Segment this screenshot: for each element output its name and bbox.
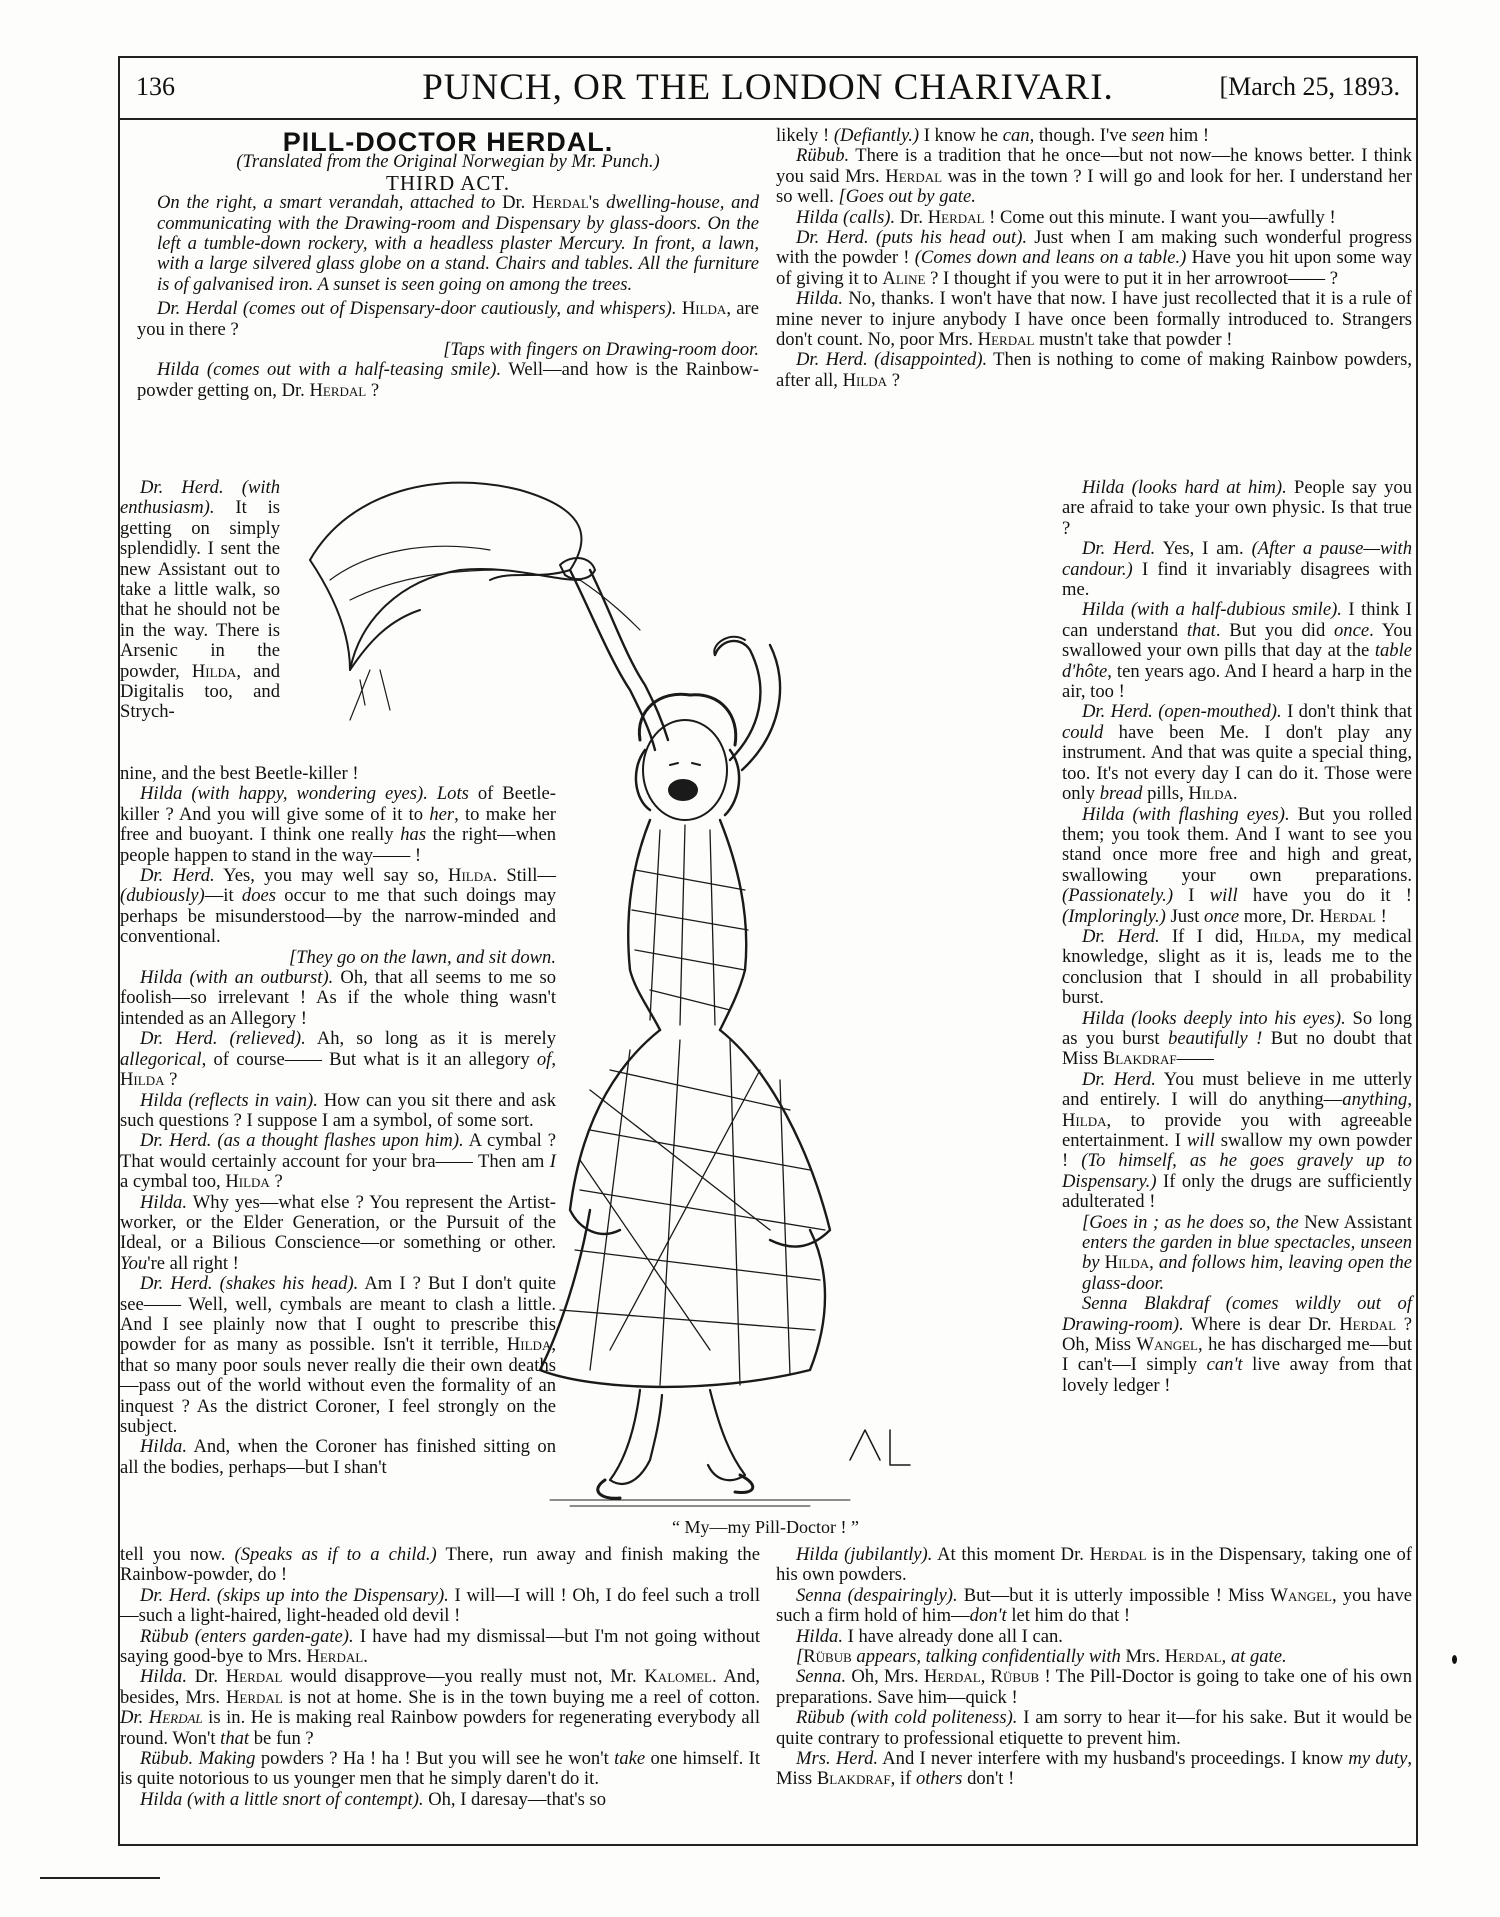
paragraph: Rübub. Making powders ? Ha ! ha ! But you will see he won't take one himself. It is quite notorious to us younger men that he simply daren't do it.: [120, 1748, 760, 1790]
bottom-rule: [40, 1877, 160, 1879]
stage-direction: [Taps with fingers on Drawing-room door.: [443, 339, 759, 361]
paragraph: nine, and the best Beetle-killer !: [120, 763, 359, 784]
act-heading: THIRD ACT.: [386, 170, 510, 195]
left-column-top: [137, 127, 759, 401]
paragraph: Rübub. There is a tradition that he once—but not now—he knows better. I think you said Mrs. Herdal was in the town ? I will go and look for her. I understand her so well. [Goes out by gate.: [776, 145, 1412, 208]
paragraph: Senna Blakdraf (comes wildly out of Drawing-room). Where is dear Dr. Herdal ? Oh, Miss Wangel, he has discharged me—but I can't—I simply can't live away from that lovely ledger !: [1062, 1293, 1413, 1396]
paragraph: Hilda. Dr. Herdal would disapprove—you really must not, Mr. Kalomel. And, besides, Mrs. Herdal is not at home. She is in the town buying me a reel of cotton. Dr. Herdal is in. He is making real Rainbow powders for regenerating everybody all round. Won't that be fun ?: [120, 1666, 760, 1749]
paragraph: Hilda. Why yes—what else ? You represent the Artist-worker, or the Elder Generation, or the Pursuit of the Ideal, or a Bilious Conscience—or something or other. You're all right !: [120, 1191, 556, 1274]
paragraph: Hilda (reflects in vain). How can you sit there and ask such questions ? I suppose I am a symbol, of some sort.: [120, 1089, 556, 1131]
right-column-top: [776, 126, 1412, 391]
paragraph: Hilda. No, thanks. I won't have that now. I have just recollected that it is a rule of mine never to injure anybody I have once been formally introduced to. Strangers don't count. No, poor Mrs. Herdal mustn't take that powder !: [776, 288, 1412, 351]
paragraph: Dr. Herd. Yes, you may well say so, Hilda. Still—(dubiously)—it does occur to me that such doings may perhaps be misunderstood—by the narrow-minded and conventional.: [120, 865, 557, 948]
paragraph: Dr. Herd. (as a thought flashes upon him). A cymbal ? That would certainly account for your bra—— Then am I a cymbal too, Hilda ?: [120, 1130, 556, 1193]
ink-speck: [1452, 1655, 1457, 1664]
paragraph: Dr. Herd. (disappointed). Then is nothing to come of making Rainbow powders, after all, Hilda ?: [776, 349, 1412, 391]
paragraph: Hilda (with an outburst). Oh, that all seems to me so foolish—so irrelevant ! As if the whole thing wasn't intended as an Allegory !: [120, 967, 557, 1029]
illustration-caption: “ My—my Pill-Doctor ! ”: [672, 1517, 859, 1537]
page-number: 136: [136, 72, 175, 101]
article-subtitle: (Translated from the Original Norwegian by Mr. Punch.): [236, 151, 660, 173]
paragraph: Dr. Herd. (with enthusiasm). It is getting on simply splendidly. I sent the new Assistant out to take a little walk, so that he should not be in the way. There is Arsenic in the powder, Hilda, and Digitalis too, and Strych-: [120, 477, 280, 723]
right-column-bottom: [776, 1545, 1412, 1790]
paragraph: Senna. Oh, Mrs. Herdal, Rübub ! The Pill-Doctor is going to take one of his own preparations. Save him—quick !: [776, 1666, 1412, 1708]
paragraph: Dr. Herd. If I did, Hilda, my medical knowledge, slight as it is, leads me to the conclusion that I should in all probability burst.: [1062, 925, 1413, 1009]
paragraph: Hilda (looks deeply into his eyes). So long as you burst beautifully ! But no doubt that Miss Blakdraf——: [1062, 1007, 1412, 1070]
paragraph: Dr. Herd. Yes, I am. (After a pause—with candour.) I find it invariably disagrees with me.: [1062, 538, 1412, 601]
paragraph: Dr. Herd. (puts his head out). Just when I am making such wonderful progress with the powder ! (Comes down and leans on a table.) Have you hit upon some way of giving it to Aline ? I thought if you were to put it in her arrowroot—— ?: [776, 227, 1413, 289]
paragraph: Hilda (with a little snort of contempt). Oh, I daresay—that's so: [140, 1788, 607, 1810]
paragraph: Dr. Herd. (shakes his head). Am I ? But I don't quite see—— Well, well, cymbals are meant to clash a little. And I see plainly now that I ought to prescribe this powder for as many as possible. Isn't it terrible, Hilda, that so many poor souls never really die their own deaths—pass out of the world without even the formality of an inquest ? As the district Coroner, I feel strongly on the subject.: [120, 1273, 556, 1437]
paragraph: Hilda. And, when the Coroner has finished sitting on all the bodies, perhaps—but I shan't: [120, 1436, 556, 1478]
right-column-narrow: [1062, 478, 1412, 1396]
paragraph: Hilda (comes out with a half-teasing smile). Well—and how is the Rainbow-powder getting on, Dr. Herdal ?: [137, 359, 759, 401]
paragraph: likely ! (Defiantly.) I know he can, though. I've seen him !: [776, 125, 1210, 146]
paragraph: Dr. Herd. (open-mouthed). I don't think that could have been Me. I don't play any instrument. And that was quite a special thing, too. It's not every day I can do it. Those were only bread pills, Hilda.: [1062, 701, 1413, 805]
paragraph: Dr. Herd. You must believe in me utterly and entirely. I will do anything—anything, Hilda, to provide you with agreeable entertainment. I will swallow my own powder ! (To himself, as he goes gravely up to Dispensary.) If only the drugs are sufficiently adulterated !: [1062, 1068, 1413, 1213]
stage-direction: [Rübub appears, talking confidentially with Mrs. Herdal, at gate.: [796, 1646, 1287, 1668]
paragraph: Hilda (jubilantly). At this moment Dr. Herdal is in the Dispensary, taking one of his own powders.: [776, 1544, 1413, 1586]
paragraph: Hilda (with flashing eyes). But you rolled them; you took them. And I want to see you stand once more free and high and great, swallowing your own preparations. (Passionately.) I will have you do it ! (Imploringly.) Just once more, Dr. Herdal !: [1062, 803, 1413, 927]
paragraph: Dr. Herd. (relieved). Ah, so long as it is merely allegorical, of course—— But what is it an allegory of, Hilda ?: [120, 1028, 557, 1091]
header-rule: [118, 118, 1418, 120]
paragraph: Hilda (with a half-dubious smile). I think I can understand that. But you did once. You swallowed your own pills that day at the table d'hôte, ten years ago. And I heard a harp in the air, too !: [1062, 599, 1412, 703]
paragraph: Rübub (with cold politeness). I am sorry to hear it—for his sake. But it would be quite contrary to professional etiquette to prevent him.: [776, 1707, 1412, 1749]
paragraph: Dr. Herd. (skips up into the Dispensary). I will—I will ! Oh, I do feel such a troll—such a light-haired, light-headed old devil !: [120, 1584, 761, 1627]
paragraph: tell you now. (Speaks as if to a child.) There, run away and finish making the Rainbow-powder, do !: [120, 1544, 760, 1586]
stage-setting: On the right, a smart verandah, attached to Dr. Herdal's dwelling-house, and communicating with the Drawing-room and Dispensary by glass-doors. On the left a tumble-down rockery, with a headless plaster Mercury. In front, a lawn, with a large silvered glass globe on a stand. Chairs and tables. All the furniture is of galvanised iron. A sunset is seen going on among the trees.: [157, 192, 759, 295]
masthead: PUNCH, OR THE LONDON CHARIVARI.: [422, 67, 1114, 108]
paragraph: Mrs. Herd. And I never interfere with my husband's proceedings. I know my duty, Miss Blakdraf, if others don't !: [776, 1748, 1412, 1790]
left-column-bottom: [120, 1545, 760, 1810]
paragraph: Hilda (looks hard at him). People say you are afraid to take your own physic. Is that true ?: [1062, 477, 1412, 539]
paragraph: Dr. Herdal (comes out of Dispensary-door cautiously, and whispers). Hilda, are you in there ?: [137, 298, 759, 340]
hilda-illustration: [290, 470, 1060, 1510]
page-header: [118, 62, 1418, 118]
paragraph: Hilda (calls). Dr. Herdal ! Come out this minute. I want you—awfully !: [796, 206, 1336, 228]
article-title: PILL-DOCTOR HERDAL.: [282, 127, 614, 157]
paragraph: Rübub (enters garden-gate). I have had my dismissal—but I'm not going without saying good-bye to Mrs. Herdal.: [120, 1625, 760, 1668]
paragraph: Hilda (with happy, wondering eyes). Lots of Beetle-killer ? And you will give some of it to her, to make her free and buoyant. I think one really has the right—when people happen to stand in the way—— !: [120, 783, 557, 866]
paragraph: Senna (despairingly). But—but it is utterly impossible ! Miss Wangel, you have such a firm hold of him—don't let him do that !: [776, 1584, 1412, 1627]
issue-date: [March 25, 1893.: [1219, 72, 1400, 101]
stage-direction: [Goes in ; as he does so, the New Assistant enters the garden in blue spectacles, unseen by Hilda, and follows him, leaving open the glass-door.: [1082, 1211, 1412, 1294]
left-column-narrow: [120, 478, 280, 723]
stage-direction: [They go on the lawn, and sit down.: [288, 946, 556, 968]
paragraph: Hilda. I have already done all I can.: [796, 1625, 1063, 1647]
